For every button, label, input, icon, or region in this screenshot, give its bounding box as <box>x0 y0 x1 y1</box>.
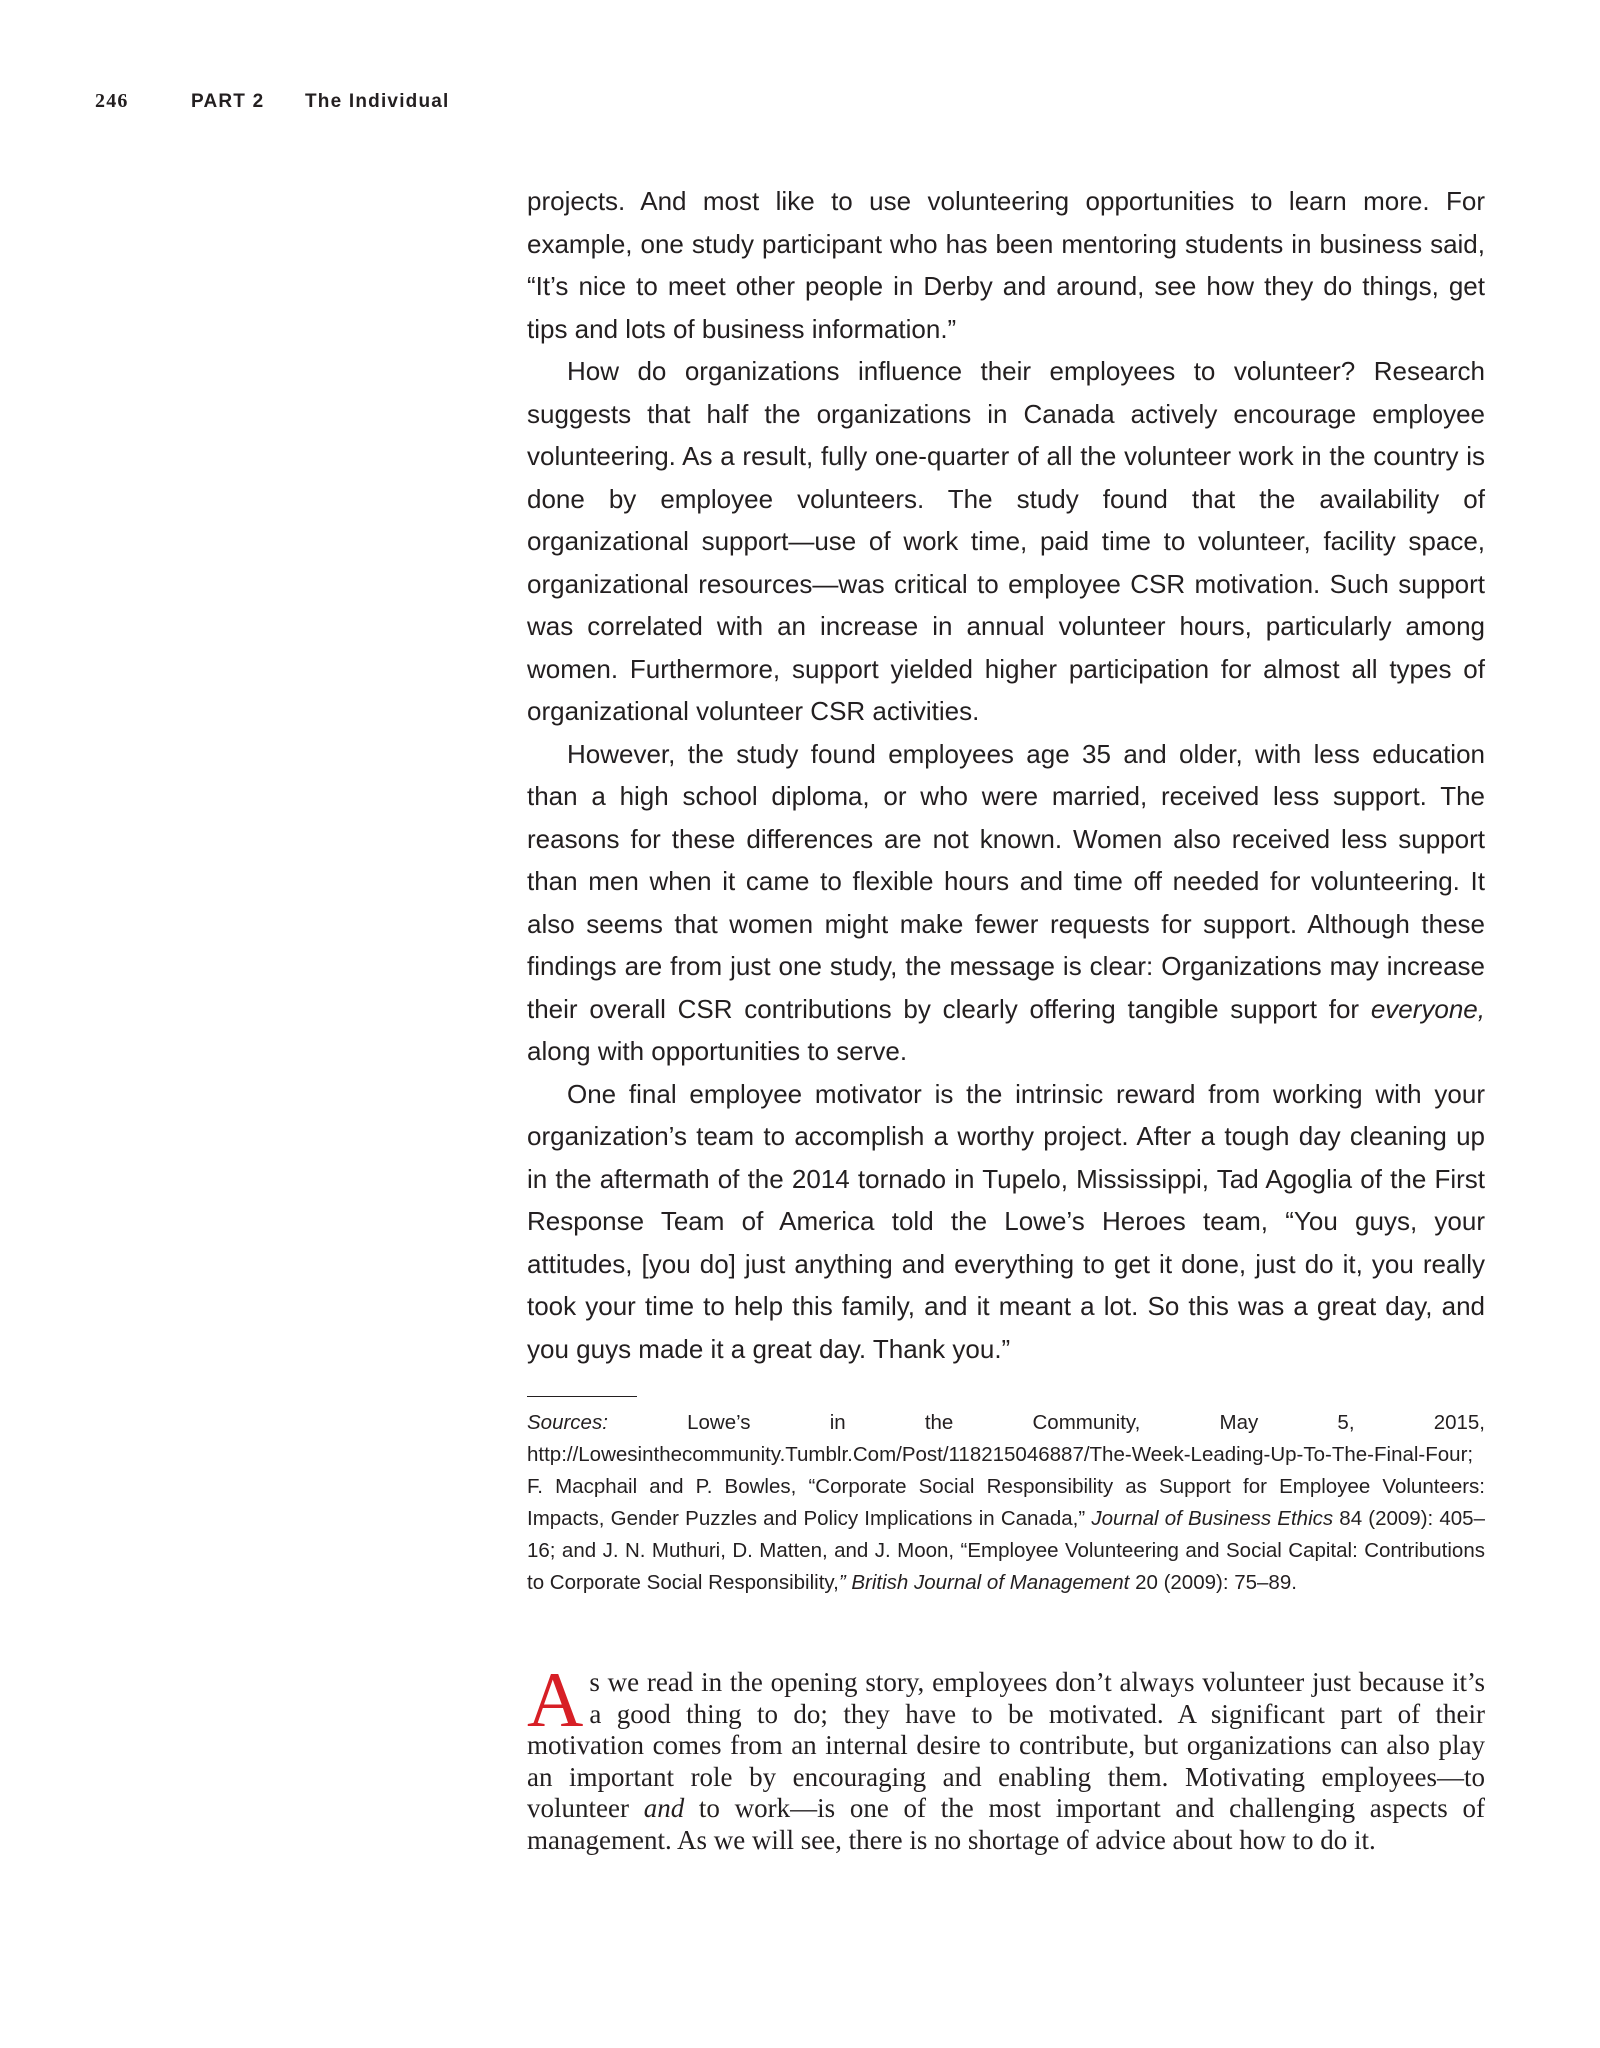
sources-text: 84 (2009): 405–16; and J. N. Muthuri, D. Matten, and J. Moon, “Employee Volunteering and Social Capital: Contributions to Corporate Social Responsibility, <box>527 1507 1485 1594</box>
main-content <box>527 180 1485 1856</box>
sources-label: Sources: <box>527 1411 608 1434</box>
intro-text: to work—is one of the most important and challenging aspects of management. As we will see, there is no shortage of advice about how to do it. <box>527 1793 1485 1855</box>
sources-text: Lowe’s in the Community, May 5, 2015, http://Lowesinthecommunity.Tumblr.Com/Post/118215046887/The-Week-Leading-Up-To-The-Final-Four; F. Macphail and P. Bowles, “Corporate Social Responsibility as Support for Employee Volunteers: Impacts, Gender Puzzles and Policy Implications in Canada,” <box>527 1411 1485 1530</box>
emphasis-text: and <box>643 1793 685 1823</box>
sources-text: 20 (2009): 75–89. <box>1129 1571 1297 1594</box>
paragraph-text: However, the study found employees age 35 and older, with less education than a high school diploma, or who were married, received less support. The reasons for these differences are not known. Women also received less support than men when it came to flexible hours and time off needed for volunteering. It also seems that women might make fewer requests for support. Although these findings are from just one study, the message is clear: Organizations may increase their overall CSR contributions by clearly offering tangible support for <box>527 738 1485 1024</box>
intro-paragraph <box>527 1656 1485 1856</box>
page-number: 246 <box>95 90 129 112</box>
body-paragraph-3 <box>527 733 1485 1073</box>
intro-text: s we read in the opening story, employees don’t always volunteer just because it’s a good thing to do; they have to be motivated. A significant part of their motivation comes from an internal desire to contribute, but organizations can also play an important role by encouraging and enabling them. Motivating employees—to volunteer <box>527 1667 1485 1823</box>
part-label: PART 2 <box>191 91 265 112</box>
running-head <box>95 90 450 113</box>
body-paragraph-2: How do organizations influence their employees to volunteer? Research suggests that half the organizations in Canada actively encourage employee volunteering. As a result, fully one-quarter of all the volunteer work in the country is done by employee volunteers. The study found that the availability of organizational support—use of work time, paid time to volunteer, facility space, organizational resources—was critical to employee CSR motivation. Such support was correlated with an increase in annual volunteer hours, particularly among women. Furthermore, support yielded higher participation for almost all types of organizational volunteer CSR activities. <box>527 356 1485 726</box>
paragraph-text: along with opportunities to serve. <box>527 1036 908 1066</box>
drop-cap: A <box>527 1656 584 1743</box>
journal-title: Journal of Business Ethics <box>1091 1507 1334 1530</box>
journal-title: ” British Journal of Management <box>838 1571 1130 1594</box>
body-paragraph-4: One final employee motivator is the intrinsic reward from working with your organization’s team to accomplish a worthy project. After a tough day cleaning up in the aftermath of the 2014 tornado in Tupelo, Mississippi, Tad Agoglia of the First Response Team of America told the Lowe’s Heroes team, “You guys, your attitudes, [you do] just anything and everything to get it done, just do it, you really took your time to help this family, and it meant a lot. So this was a great day, and you guys made it a great day. Thank you.” <box>527 1078 1485 1364</box>
emphasis-text: everyone, <box>1370 993 1485 1024</box>
body-paragraph-1: projects. And most like to use volunteering opportunities to learn more. For example, one study participant who has been mentoring students in business said, “It’s nice to meet other people in Derby and around, see how they do things, get tips and lots of business information.” <box>527 186 1485 344</box>
sources-note <box>527 1407 1485 1599</box>
footnote-divider <box>527 1396 637 1397</box>
section-title: The Individual <box>305 91 450 112</box>
